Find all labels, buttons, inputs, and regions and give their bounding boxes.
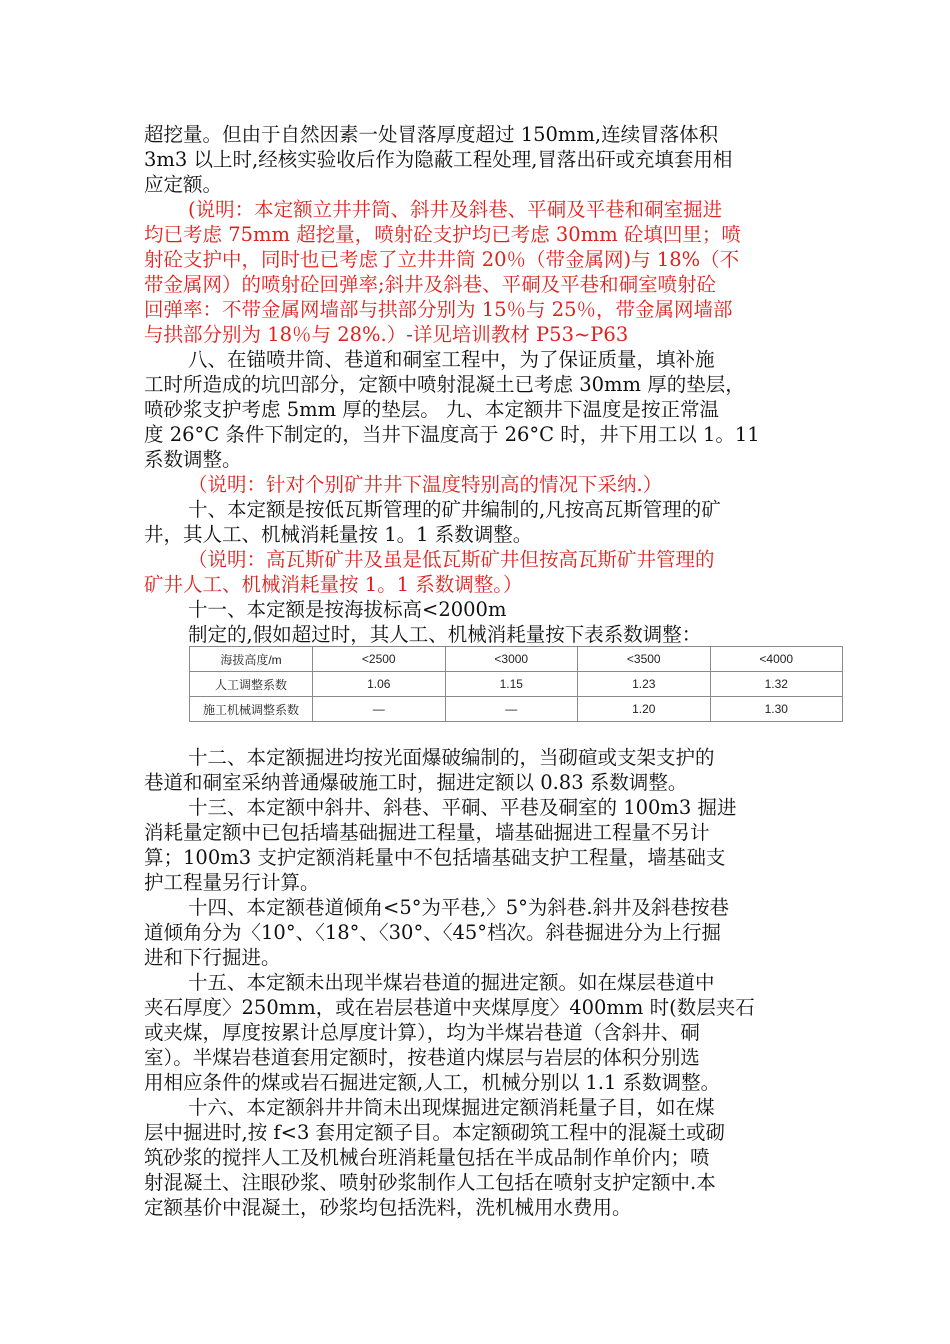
note-line: 均已考虑 75mm 超挖量，喷射砼支护均已考虑 30mm 砼填凹里；喷 [144, 223, 741, 246]
text-line: 夹石厚度〉250mm，或在岩层巷道中夹煤厚度〉400mm 时(数层夹石 [144, 996, 755, 1019]
table-cell: 1.15 [445, 672, 578, 697]
text-line: 或夹煤，厚度按累计总厚度计算），均为半煤岩巷道（含斜井、硐 [144, 1021, 700, 1044]
table-cell: 1.20 [578, 697, 711, 722]
text-line: 十四、本定额巷道倾角<5°为平巷,〉5°为斜巷.斜井及斜巷按巷 [188, 896, 730, 919]
text-line: 十三、本定额中斜井、斜巷、平硐、平巷及硐室的 100m3 掘进 [188, 796, 737, 819]
table-cell: 施工机械调整系数 [190, 697, 313, 722]
text-line: 十、本定额是按低瓦斯管理的矿井编制的,凡按高瓦斯管理的矿 [188, 498, 721, 521]
text-line: 度 26°C 条件下制定的，当井下温度高于 26°C 时，井下用工以 1。11 [144, 423, 760, 446]
text-line: 道倾角分为〈10°、〈18°、〈30°、〈45°档次。斜巷掘进分为上行掘 [144, 921, 722, 944]
text-line: 用相应条件的煤或岩石掘进定额,人工，机械分别以 1.1 系数调整。 [144, 1071, 721, 1094]
text-line: 八、在锚喷井筒、巷道和硐室工程中，为了保证质量，填补施 [188, 348, 715, 371]
text-line: 十一、本定额是按海拔标高<2000m [188, 598, 507, 621]
table-cell: — [313, 697, 446, 722]
text-line: 消耗量定额中已包括墙基础掘进工程量，墙基础掘进工程量不另计 [144, 821, 710, 844]
text-line: 射混凝土、注眼砂浆、喷射砂浆制作人工包括在喷射支护定额中.本 [144, 1171, 716, 1194]
text-block-after-table [144, 745, 808, 1220]
note-line: 回弹率：不带金属网墙部与拱部分别为 15％与 25％，带金属网墙部 [144, 298, 733, 321]
text-line: 超挖量。但由于自然因素一处冒落厚度超过 150mm,连续冒落体积 [144, 123, 719, 146]
note-line: 射砼支护中，同时也已考虑了立井井筒 20％（带金属网)与 18%（不 [144, 248, 740, 271]
table-cell: <4000 [710, 647, 843, 672]
text-line: 井，其人工、机械消耗量按 1。1 系数调整。 [144, 523, 533, 546]
note-line: （说明：针对个别矿井井下温度特别高的情况下采纳.） [188, 473, 663, 496]
text-line: 十六、本定额斜井井筒未出现煤掘进定额消耗量子目，如在煤 [188, 1096, 715, 1119]
altitude-coefficient-table [189, 646, 843, 722]
text-block-before-table [144, 122, 808, 647]
note-line: （说明：高瓦斯矿井及虽是低瓦斯矿井但按高瓦斯矿井管理的 [188, 548, 715, 571]
text-line: 进和下行掘进。 [144, 946, 281, 969]
text-line: 3m3 以上时,经核实验收后作为隐蔽工程处理,冒落出矸或充填套用相 [144, 148, 733, 171]
text-line: 算；100m3 支护定额消耗量中不包括墙基础支护工程量，墙基础支 [144, 846, 726, 869]
text-line: 制定的,假如超过时，其人工、机械消耗量按下表系数调整： [188, 623, 702, 646]
text-line: 护工程量另行计算。 [144, 871, 320, 894]
table-row [190, 672, 843, 697]
table-cell: 海拔高度/m [190, 647, 313, 672]
table-cell: 1.06 [313, 672, 446, 697]
text-line: 应定额。 [144, 173, 223, 196]
text-line: 室）。半煤岩巷道套用定额时，按巷道内煤层与岩层的体积分别选 [144, 1046, 700, 1069]
text-line: 喷砂浆支护考虑 5mm 厚的垫层。 九、本定额井下温度是按正常温 [144, 398, 719, 421]
table-cell: 1.32 [710, 672, 843, 697]
note-line: 带金属网）的喷射砼回弹率;斜井及斜巷、平硐及平巷和硐室喷射砼 [144, 273, 717, 296]
table-cell: <3500 [578, 647, 711, 672]
note-line: 与拱部分别为 18％与 28%.）-详见培训教材 P53~P63 [144, 323, 629, 346]
table-row [190, 697, 843, 722]
text-line: 十五、本定额未出现半煤岩巷道的掘进定额。如在煤层巷道中 [188, 971, 715, 994]
text-line: 工时所造成的坑凹部分，定额中喷射混凝土已考虑 30mm 厚的垫层， [144, 373, 745, 396]
table-cell: — [445, 697, 578, 722]
text-line: 系数调整。 [144, 448, 242, 471]
text-line: 十二、本定额掘进均按光面爆破编制的，当砌碹或支架支护的 [188, 746, 715, 769]
table-header-row [190, 647, 843, 672]
text-line: 筑砂浆的搅拌人工及机械台班消耗量包括在半成品制作单价内；喷 [144, 1146, 710, 1169]
table-cell: 1.30 [710, 697, 843, 722]
table-cell: <3000 [445, 647, 578, 672]
table-cell: 1.23 [578, 672, 711, 697]
text-line: 层中掘进时,按 f<3 套用定额子目。本定额砌筑工程中的混凝土或砌 [144, 1121, 726, 1144]
table-cell: 人工调整系数 [190, 672, 313, 697]
note-line: (说明：本定额立井井筒、斜井及斜巷、平硐及平巷和硐室掘进 [188, 198, 723, 221]
text-line: 巷道和硐室采纳普通爆破施工时，掘进定额以 0.83 系数调整。 [144, 771, 688, 794]
note-line: 矿井人工、机械消耗量按 1。1 系数调整。） [144, 573, 523, 596]
table-cell: <2500 [313, 647, 446, 672]
text-line: 定额基价中混凝土，砂浆均包括洗料，洗机械用水费用。 [144, 1196, 632, 1219]
